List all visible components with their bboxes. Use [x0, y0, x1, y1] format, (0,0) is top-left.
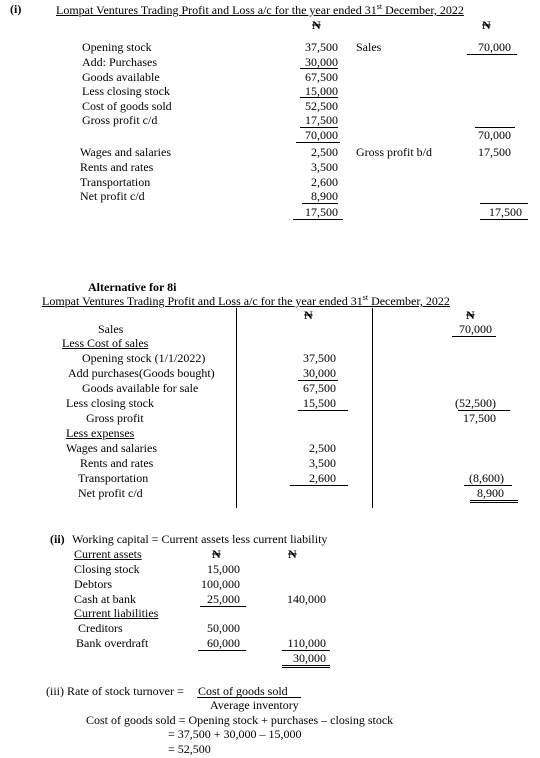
asset-label: Closing stock — [74, 562, 140, 576]
underline — [302, 203, 338, 204]
debit-value: 37,500 — [305, 40, 338, 54]
double-underline — [470, 500, 518, 501]
underline — [475, 127, 515, 128]
row-value: (8,600) — [469, 471, 504, 485]
fraction-denominator: Average inventory — [210, 698, 299, 712]
assets-total: 140,000 — [287, 592, 326, 606]
double-underline — [293, 219, 343, 220]
asset-value: 15,000 — [207, 562, 240, 576]
underline — [300, 97, 338, 98]
row-value: 3,500 — [309, 456, 336, 470]
debit-value: 52,500 — [305, 99, 338, 113]
current-assets-heading: Current assets — [74, 547, 142, 561]
row-value: 8,900 — [477, 486, 504, 500]
expense-value: 3,500 — [311, 160, 338, 174]
part-ii-heading: Working capital = Current assets less current liability — [72, 532, 328, 546]
row-label: Wages and salaries — [66, 441, 157, 455]
expense-value: 2,500 — [311, 145, 338, 159]
row-value: 30,000 — [303, 366, 336, 380]
part-iii-label: (iii) Rate of stock turnover = — [46, 684, 184, 698]
underline — [290, 485, 348, 486]
alt-title: Lompat Ventures Trading Profit and Loss a/c for the year ended 31st December, 2022 — [42, 293, 450, 308]
currency-symbol: ₦ — [212, 547, 221, 561]
liability-label: Bank overdraft — [76, 636, 149, 650]
double-underline — [480, 219, 528, 220]
double-underline — [296, 142, 340, 143]
liability-value: 60,000 — [207, 636, 240, 650]
underline — [452, 336, 496, 337]
expense-label: Wages and salaries — [80, 145, 171, 159]
credit-total: 70,000 — [478, 128, 511, 142]
row-label: Less Cost of sales — [62, 336, 149, 350]
expense-value: 2,600 — [311, 175, 338, 189]
row-value: 15,500 — [303, 396, 336, 410]
row-value: 17,500 — [463, 411, 496, 425]
column-divider — [372, 308, 373, 508]
working-capital-value: 30,000 — [293, 651, 326, 665]
row-label: Sales — [98, 322, 124, 336]
part-i-label: (i) — [10, 2, 22, 16]
row-label: Goods available for sale — [82, 381, 199, 395]
row-label: Opening stock (1/1/2022) — [82, 351, 206, 365]
expense-label: Transportation — [80, 175, 151, 189]
debit-total: 70,000 — [305, 128, 338, 142]
debit-label: Goods available — [82, 70, 160, 84]
credit-value: 70,000 — [478, 40, 511, 54]
column-divider — [236, 308, 237, 508]
liability-label: Creditors — [78, 621, 123, 635]
underline — [467, 54, 517, 55]
formula-line: = 37,500 + 30,000 – 15,000 — [168, 727, 302, 741]
debit-value: 67,500 — [305, 70, 338, 84]
row-value: 2,500 — [309, 441, 336, 455]
credit-value: 17,500 — [478, 145, 511, 159]
debit-label: Cost of goods sold — [82, 99, 172, 113]
current-liabilities-heading: Current liabilities — [74, 606, 159, 620]
fraction-numerator: Cost of goods sold — [198, 684, 288, 698]
underline — [198, 650, 246, 651]
row-value: 37,500 — [303, 351, 336, 365]
row-label: Add purchases(Goods bought) — [68, 366, 215, 380]
underline — [298, 380, 338, 381]
underline — [300, 127, 338, 128]
currency-symbol: ₦ — [288, 547, 297, 561]
asset-value: 100,000 — [201, 577, 240, 591]
row-value: 70,000 — [459, 322, 492, 336]
debit-value: 17,500 — [305, 113, 338, 127]
row-label: Gross profit — [86, 411, 144, 425]
currency-symbol: ₦ — [466, 308, 475, 322]
row-value: 2,600 — [309, 471, 336, 485]
double-underline — [282, 667, 330, 668]
credit-total: 17,500 — [489, 205, 522, 219]
formula-line: Cost of goods sold = Opening stock + purchases – closing stock — [86, 713, 394, 727]
debit-value: 15,000 — [305, 84, 338, 98]
asset-label: Debtors — [74, 577, 112, 591]
debit-label: Add: Purchases — [82, 55, 157, 69]
double-underline — [470, 502, 518, 503]
underline — [480, 203, 528, 204]
currency-symbol: ₦ — [482, 18, 491, 32]
row-label: Less closing stock — [66, 396, 154, 410]
expense-total: 17,500 — [305, 205, 338, 219]
part-ii-label: (ii) — [50, 532, 65, 546]
double-underline — [282, 665, 330, 666]
row-value: 67,500 — [303, 381, 336, 395]
row-label: Less expenses — [66, 426, 135, 440]
underline — [300, 68, 338, 69]
row-value: (52,500) — [455, 396, 496, 410]
row-label: Transportation — [78, 471, 149, 485]
alt-heading: Alternative for 8i — [88, 280, 177, 294]
currency-symbol: ₦ — [312, 18, 321, 32]
part-i-title: Lompat Ventures Trading Profit and Loss a/c for the year ended 31st December, 2022 — [56, 2, 464, 17]
expense-value: 8,900 — [311, 189, 338, 203]
debit-label: Opening stock — [82, 40, 152, 54]
credit-label: Sales — [356, 40, 382, 54]
formula-line: = 52,500 — [168, 742, 211, 756]
asset-value: 25,000 — [207, 592, 240, 606]
asset-label: Cash at bank — [74, 592, 136, 606]
debit-label: Gross profit c/d — [82, 113, 158, 127]
underline — [200, 606, 246, 607]
row-label: Net profit c/d — [78, 486, 143, 500]
expense-label: Rents and rates — [80, 160, 154, 174]
liability-value: 50,000 — [207, 621, 240, 635]
liabilities-total: 110,000 — [287, 636, 326, 650]
debit-label: Less closing stock — [82, 84, 170, 98]
row-label: Rents and rates — [80, 456, 154, 470]
expense-label: Net profit c/d — [80, 189, 145, 203]
currency-symbol: ₦ — [304, 308, 313, 322]
underline — [298, 410, 348, 411]
debit-value: 30,000 — [305, 55, 338, 69]
credit-label: Gross profit b/d — [356, 145, 432, 159]
